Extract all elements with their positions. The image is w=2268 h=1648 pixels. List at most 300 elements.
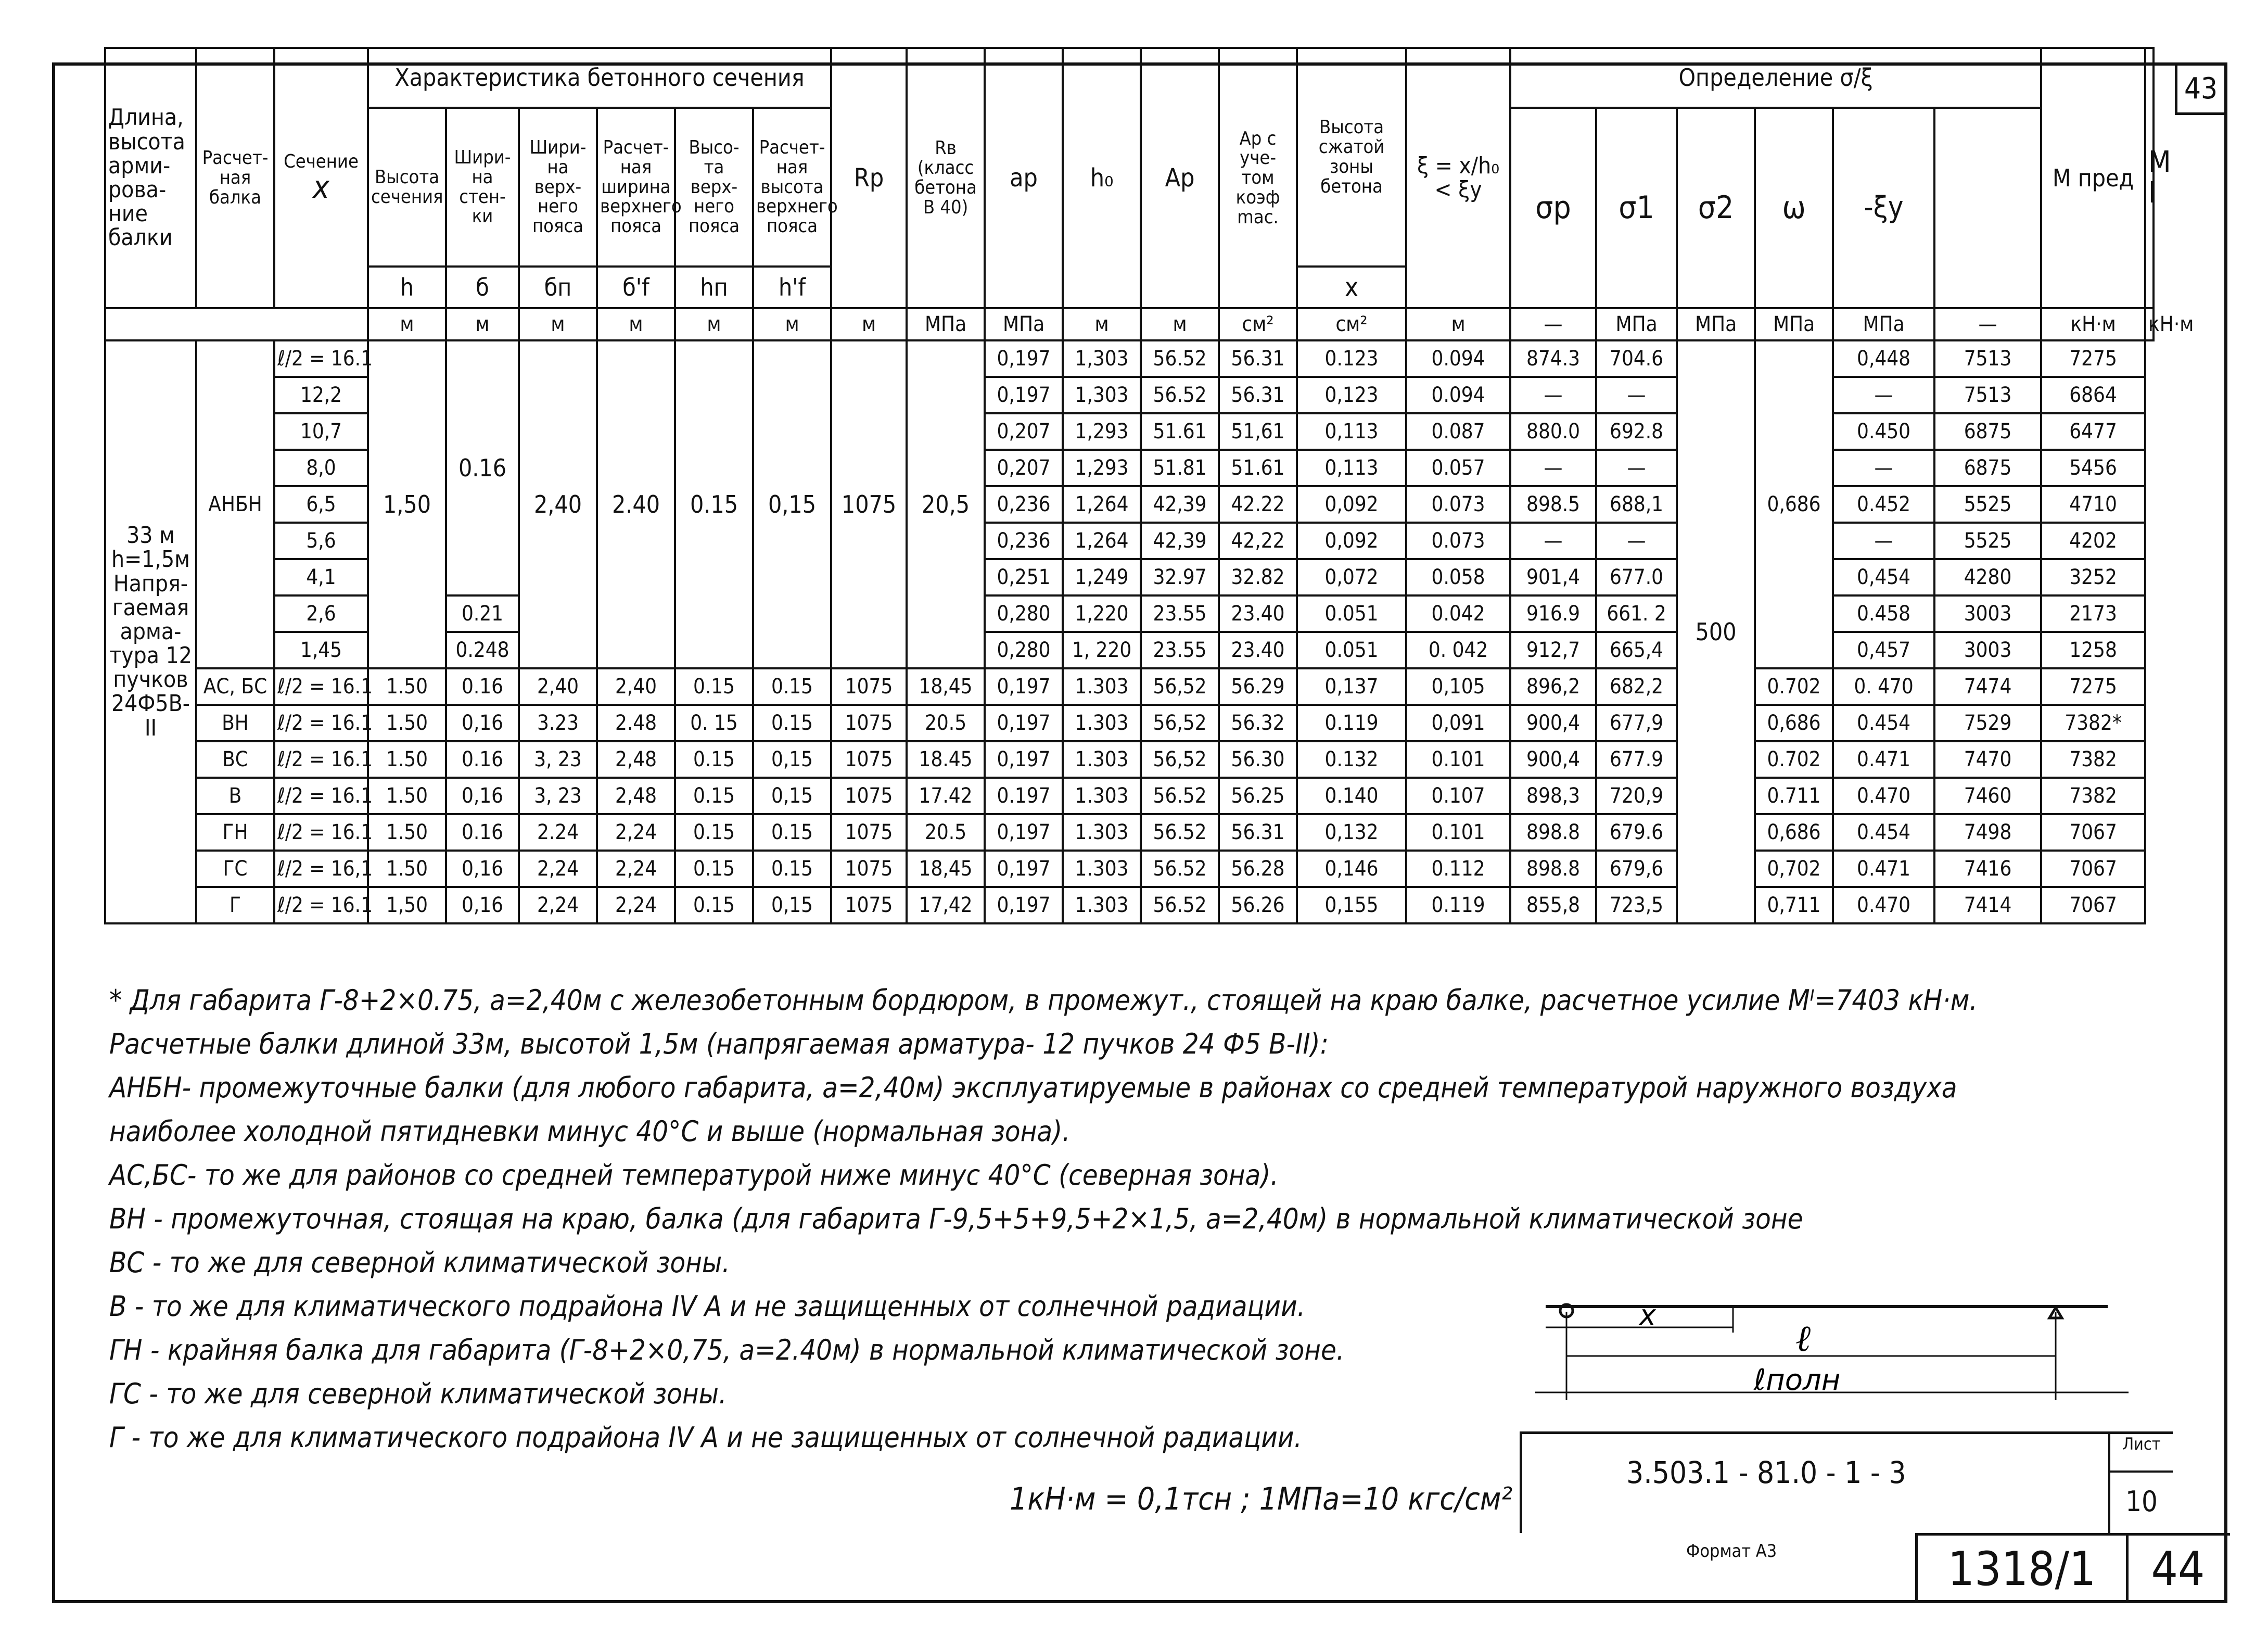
- table-cell: 56.52: [1141, 851, 1219, 887]
- hdr-h: Высота сечения: [368, 108, 446, 267]
- table-cell: 0.112: [1406, 851, 1510, 887]
- table-cell: 51.81: [1141, 450, 1219, 486]
- table-cell: 0.248: [446, 632, 519, 668]
- table-cell: 0,15: [753, 741, 831, 778]
- note-line: В - то же для климатического подрайона IV А и не защищенных от солнечной радиации.: [109, 1290, 1306, 1323]
- table-row: [105, 340, 2154, 377]
- table-row: [105, 705, 2154, 741]
- table-cell: 679.6: [1596, 814, 1677, 851]
- unit-cell: МПа: [1677, 308, 1755, 340]
- sheet-number-top: 43: [2175, 66, 2224, 115]
- table-cell: 7513: [1934, 377, 2041, 413]
- table-cell: 23.40: [1219, 632, 1297, 668]
- table-cell: 3.23: [519, 705, 597, 741]
- table-cell: 1,50: [368, 340, 446, 668]
- table-cell: 692.8: [1596, 413, 1677, 450]
- table-cell: 20.5: [907, 705, 985, 741]
- table-cell: 1, 220: [1063, 632, 1141, 668]
- table-cell: 898.8: [1510, 851, 1596, 887]
- table-cell: 5525: [1934, 486, 2041, 523]
- table-cell: 0.471: [1833, 741, 1934, 778]
- table-cell: 0.21: [446, 595, 519, 632]
- table-cell: 1.303: [1063, 778, 1141, 814]
- table-cell: 0,092: [1297, 486, 1406, 523]
- table-cell: 1,249: [1063, 559, 1141, 595]
- unit-cell: МПа: [1755, 308, 1833, 340]
- unit-cell: м: [1141, 308, 1219, 340]
- table-cell: 32.97: [1141, 559, 1219, 595]
- unit-cell: МПа: [1596, 308, 1677, 340]
- table-cell: 0,280: [985, 595, 1063, 632]
- table-cell: 2,40: [597, 668, 675, 705]
- table-cell: 1,264: [1063, 486, 1141, 523]
- table-cell: 7460: [1934, 778, 2041, 814]
- table-cell: 855,8: [1510, 887, 1596, 923]
- hdr-mpred: M пред: [2041, 48, 2145, 308]
- table-cell: 1.50: [368, 814, 446, 851]
- table-cell: 2,24: [597, 887, 675, 923]
- table-cell: 7529: [1934, 705, 2041, 741]
- table-cell: 665,4: [1596, 632, 1677, 668]
- table-cell: 56.52: [1141, 887, 1219, 923]
- hdr-bn: Шири- на верх- него пояса: [519, 108, 597, 267]
- hdr-b: Шири- на стен- ки: [446, 108, 519, 267]
- table-cell: 6875: [1934, 450, 2041, 486]
- table-cell: 1075: [831, 851, 907, 887]
- note-line: АНБН- промежуточные балки (для любого габарита, а=2,40м) эксплуатируемые в районах со средней температурой наружного воздуха: [109, 1071, 1957, 1104]
- unit-cell: м: [446, 308, 519, 340]
- note-line: * Для габарита Г-8+2×0.75, а=2,40м с железобетонным бордюром, в промежут., стоящей на краю балке, расчетное усилие Mᴵ=7403 кН·м.: [109, 984, 1978, 1017]
- table-cell: 7470: [1934, 741, 2041, 778]
- table-cell: 7414: [1934, 887, 2041, 923]
- table-cell: 1.50: [368, 705, 446, 741]
- table-cell: 5525: [1934, 523, 2041, 559]
- table-cell: 0,702: [1755, 851, 1833, 887]
- table-cell: 0,113: [1297, 413, 1406, 450]
- table-cell: 0,197: [985, 668, 1063, 705]
- table-cell: 0,280: [985, 632, 1063, 668]
- table-cell: 0.107: [1406, 778, 1510, 814]
- table-cell: 56,52: [1141, 668, 1219, 705]
- table-cell: 1.50: [368, 741, 446, 778]
- unit-cell: м: [753, 308, 831, 340]
- table-cell: ГС: [196, 851, 274, 887]
- table-cell: 0,132: [1297, 814, 1406, 851]
- table-cell: 56.32: [1219, 705, 1297, 741]
- table-cell: 0.15: [753, 814, 831, 851]
- table-cell: 0.471: [1833, 851, 1934, 887]
- table-cell: 56.31: [1219, 814, 1297, 851]
- units-blank: [105, 308, 368, 340]
- hdr-xy: -ξy: [1833, 108, 1934, 308]
- table-cell: 1075: [831, 741, 907, 778]
- table-cell: 500: [1677, 340, 1755, 923]
- section-x: 5,6: [274, 523, 368, 559]
- table-cell: 1075: [831, 814, 907, 851]
- unit-cell: МПа: [985, 308, 1063, 340]
- table-cell: 1.50: [368, 778, 446, 814]
- table-cell: 874.3: [1510, 340, 1596, 377]
- table-cell: 1,303: [1063, 340, 1141, 377]
- table-cell: —: [1596, 523, 1677, 559]
- table-cell: 0.711: [1755, 778, 1833, 814]
- section-x: 2,6: [274, 595, 368, 632]
- table-cell: 2173: [2041, 595, 2145, 632]
- unit-cell: см²: [1297, 308, 1406, 340]
- table-cell: 0.132: [1297, 741, 1406, 778]
- table-cell: 0.15: [675, 741, 753, 778]
- table-cell: 677.0: [1596, 559, 1677, 595]
- table-cell: 42,39: [1141, 523, 1219, 559]
- section-x: 6,5: [274, 486, 368, 523]
- table-cell: 1,293: [1063, 450, 1141, 486]
- unit-cell: м: [831, 308, 907, 340]
- diagram-l-label: ℓ: [1795, 1317, 1811, 1360]
- note-line: ГС - то же для северной климатической зоны.: [109, 1377, 727, 1410]
- stamp-sheet-number: 10: [2108, 1470, 2173, 1533]
- table-cell: 2,24: [597, 851, 675, 887]
- table-cell: 4280: [1934, 559, 2041, 595]
- table-cell: 56.25: [1219, 778, 1297, 814]
- table-cell: —: [1596, 450, 1677, 486]
- unit-cell: кН·м: [2041, 308, 2145, 340]
- table-cell: 901,4: [1510, 559, 1596, 595]
- table-cell: 1075: [831, 705, 907, 741]
- unit-cell: м: [675, 308, 753, 340]
- table-cell: 0.15: [675, 851, 753, 887]
- table-cell: 898.5: [1510, 486, 1596, 523]
- table-cell: ℓ/2 = 16.1: [274, 705, 368, 741]
- table-cell: 7067: [2041, 814, 2145, 851]
- unit-cell: —: [1510, 308, 1596, 340]
- table-cell: 56.30: [1219, 741, 1297, 778]
- table-cell: 0.16: [446, 340, 519, 595]
- table-cell: 0.470: [1833, 778, 1934, 814]
- table-cell: Г: [196, 887, 274, 923]
- table-cell: 0.051: [1297, 595, 1406, 632]
- table-cell: 1.303: [1063, 741, 1141, 778]
- table-cell: 42,22: [1219, 523, 1297, 559]
- table-cell: 7382*: [2041, 705, 2145, 741]
- table-cell: 1075: [831, 887, 907, 923]
- table-cell: 0.16: [446, 741, 519, 778]
- table-cell: 0.073: [1406, 486, 1510, 523]
- beam-label: АНБН: [196, 340, 274, 668]
- hdr-ap: ap: [985, 48, 1063, 308]
- table-cell: 7067: [2041, 887, 2145, 923]
- table-cell: 0,092: [1297, 523, 1406, 559]
- hdr-h0: h₀: [1063, 48, 1141, 308]
- table-cell: 0,711: [1755, 887, 1833, 923]
- table-row: [105, 741, 2154, 778]
- table-cell: 18.45: [907, 741, 985, 778]
- table-cell: 0,146: [1297, 851, 1406, 887]
- table-cell: 23.55: [1141, 632, 1219, 668]
- table-cell: 0,686: [1755, 340, 1833, 668]
- table-cell: 0.101: [1406, 814, 1510, 851]
- table-cell: 0,457: [1833, 632, 1934, 668]
- table-cell: 3003: [1934, 632, 2041, 668]
- table-cell: 32.82: [1219, 559, 1297, 595]
- table-cell: 0,155: [1297, 887, 1406, 923]
- table-cell: ℓ/2 = 16.1: [274, 668, 368, 705]
- table-cell: 0,236: [985, 523, 1063, 559]
- hdr-bf-sym: б'f: [597, 267, 675, 308]
- section-x: 4,1: [274, 559, 368, 595]
- table-cell: 896,2: [1510, 668, 1596, 705]
- table-cell: 0,686: [1755, 814, 1833, 851]
- table-cell: 1258: [2041, 632, 2145, 668]
- hdr-def-group: Определение σ/ξ: [1510, 48, 2041, 108]
- table-cell: 56.52: [1141, 340, 1219, 377]
- hdr-beam: Расчет- ная балка: [196, 48, 274, 308]
- section-x: ℓ/2 = 16.1: [274, 340, 368, 377]
- table-cell: 2,40: [519, 668, 597, 705]
- table-cell: 0.042: [1406, 595, 1510, 632]
- table-cell: 677,9: [1596, 705, 1677, 741]
- table-row: [105, 778, 2154, 814]
- table-cell: 0.15: [675, 887, 753, 923]
- table-cell: 682,2: [1596, 668, 1677, 705]
- table-cell: ГН: [196, 814, 274, 851]
- table-cell: 0.057: [1406, 450, 1510, 486]
- table-cell: 56.28: [1219, 851, 1297, 887]
- unit-cell: м: [368, 308, 446, 340]
- unit-cell: МПа: [907, 308, 985, 340]
- table-cell: 51.61: [1141, 413, 1219, 450]
- table-cell: 1.50: [368, 668, 446, 705]
- table-cell: ℓ/2 = 16,1: [274, 851, 368, 887]
- table-cell: 56.31: [1219, 377, 1297, 413]
- hdr-rb: Rв (класс бетона В 40): [907, 48, 985, 308]
- hdr-hf-sym: h'f: [753, 267, 831, 308]
- note-line: ВН - промежуточная, стоящая на краю, балка (для габарита Г-9,5+5+9,5+2×1,5, а=2,40м) в нормальной климатической зоне: [109, 1202, 1803, 1235]
- table-cell: 51.61: [1219, 450, 1297, 486]
- table-cell: 1,220: [1063, 595, 1141, 632]
- table-cell: 880.0: [1510, 413, 1596, 450]
- table-cell: 0,113: [1297, 450, 1406, 486]
- unit-cell: м: [519, 308, 597, 340]
- table-cell: 0.452: [1833, 486, 1934, 523]
- table-cell: 0,105: [1406, 668, 1510, 705]
- unit-cell: МПа: [1833, 308, 1934, 340]
- table-cell: 0.101: [1406, 741, 1510, 778]
- table-cell: 7067: [2041, 851, 2145, 887]
- format-label: Формат А3: [1686, 1541, 1777, 1562]
- table-cell: 704.6: [1596, 340, 1677, 377]
- table-cell: 2,24: [519, 851, 597, 887]
- table-cell: 0.450: [1833, 413, 1934, 450]
- table-cell: 42.22: [1219, 486, 1297, 523]
- table-cell: 7416: [1934, 851, 2041, 887]
- table-cell: 0.702: [1755, 741, 1833, 778]
- table-cell: 6864: [2041, 377, 2145, 413]
- table-cell: 916.9: [1510, 595, 1596, 632]
- table-cell: 0.094: [1406, 377, 1510, 413]
- album-box: [1915, 1533, 2230, 1603]
- hdr-bf: Расчет- ная ширина верхнего пояса: [597, 108, 675, 267]
- hdr-hf: Расчет- ная высота верхнего пояса: [753, 108, 831, 267]
- table-cell: 900,4: [1510, 741, 1596, 778]
- section-x: 8,0: [274, 450, 368, 486]
- table-cell: 0,197: [985, 814, 1063, 851]
- table-cell: 56,52: [1141, 705, 1219, 741]
- hdr-sp: σp: [1510, 108, 1596, 308]
- table-cell: 723,5: [1596, 887, 1677, 923]
- units-row: [105, 308, 2154, 340]
- table-cell: 0,16: [446, 851, 519, 887]
- table-cell: 900,4: [1510, 705, 1596, 741]
- table-cell: 5456: [2041, 450, 2145, 486]
- hdr-m1: M I: [2145, 48, 2154, 308]
- table-row: [105, 814, 2154, 851]
- table-cell: —: [1833, 377, 1934, 413]
- table-cell: 0.15: [753, 705, 831, 741]
- table-cell: 0. 15: [675, 705, 753, 741]
- hdr-Ap: Ap: [1141, 48, 1219, 308]
- table-cell: 7275: [2041, 340, 2145, 377]
- table-cell: 0,197: [985, 377, 1063, 413]
- table-cell: 2,24: [519, 887, 597, 923]
- hdr-w: ω: [1755, 108, 1833, 308]
- unit-cell: м: [1406, 308, 1510, 340]
- table-cell: 7382: [2041, 741, 2145, 778]
- table-cell: 0. 470: [1833, 668, 1934, 705]
- unit-cell: м: [597, 308, 675, 340]
- table-cell: 7275: [2041, 668, 2145, 705]
- hdr-xi: ξ = x/h₀ < ξy: [1406, 48, 1510, 308]
- hdr-hn: Высо- та верх- него пояса: [675, 108, 753, 267]
- hdr-hn-sym: hп: [675, 267, 753, 308]
- table-cell: 17,42: [907, 887, 985, 923]
- table-cell: 7498: [1934, 814, 2041, 851]
- table-row: [105, 851, 2154, 887]
- table-cell: 688,1: [1596, 486, 1677, 523]
- table-cell: 1,293: [1063, 413, 1141, 450]
- table-cell: 2.24: [519, 814, 597, 851]
- table-cell: 1.303: [1063, 814, 1141, 851]
- table-cell: 0,236: [985, 486, 1063, 523]
- table-cell: 51,61: [1219, 413, 1297, 450]
- table-cell: 3, 23: [519, 778, 597, 814]
- table-cell: 0.16: [446, 668, 519, 705]
- table-cell: 4202: [2041, 523, 2145, 559]
- table-cell: 56.31: [1219, 340, 1297, 377]
- table-cell: 0,15: [753, 778, 831, 814]
- title-stamp: [1520, 1431, 2173, 1533]
- table-cell: 0.15: [753, 851, 831, 887]
- table-cell: 0,197: [985, 887, 1063, 923]
- table-cell: 1.303: [1063, 705, 1141, 741]
- table-cell: 1,303: [1063, 377, 1141, 413]
- table-cell: 1.50: [368, 851, 446, 887]
- table-cell: 0,15: [753, 887, 831, 923]
- table-cell: 0.15: [675, 340, 753, 668]
- table-cell: 1.303: [1063, 887, 1141, 923]
- table-cell: 0,448: [1833, 340, 1934, 377]
- hdr-x-sym: x: [1297, 267, 1406, 308]
- hdr-Ap2: Ap с уче- том коэф mac.: [1219, 48, 1297, 308]
- stamp-code: 3.503.1 - 81.0 - 1 - 3: [1626, 1455, 1906, 1490]
- table-cell: 0,197: [985, 705, 1063, 741]
- table-cell: 17.42: [907, 778, 985, 814]
- table-cell: 7513: [1934, 340, 2041, 377]
- note-line: АС,БС- то же для районов со средней температурой ниже минус 40°С (северная зона).: [109, 1159, 1279, 1191]
- table-cell: 0,207: [985, 450, 1063, 486]
- table-cell: 0,251: [985, 559, 1063, 595]
- table-cell: —: [1833, 523, 1934, 559]
- table-cell: 912,7: [1510, 632, 1596, 668]
- table-cell: 0,454: [1833, 559, 1934, 595]
- table-cell: 0.470: [1833, 887, 1934, 923]
- table-cell: 3252: [2041, 559, 2145, 595]
- table-cell: 0.140: [1297, 778, 1406, 814]
- hdr-xc: Высота сжатой зоны бетона: [1297, 48, 1406, 267]
- section-x: 1,45: [274, 632, 368, 668]
- table-row: [105, 668, 2154, 705]
- table-cell: 1.303: [1063, 668, 1141, 705]
- table-cell: 0.087: [1406, 413, 1510, 450]
- table-cell: 0,072: [1297, 559, 1406, 595]
- table-cell: 20.5: [907, 814, 985, 851]
- table-cell: 3, 23: [519, 741, 597, 778]
- table-cell: ℓ/2 = 16.1: [274, 778, 368, 814]
- hdr-h-sym: h: [368, 267, 446, 308]
- table-cell: 3003: [1934, 595, 2041, 632]
- table-cell: 7382: [2041, 778, 2145, 814]
- hdr-length: Длина, высота арми- рова- ние балки: [105, 48, 196, 308]
- section-x: 10,7: [274, 413, 368, 450]
- table-cell: 4710: [2041, 486, 2145, 523]
- hdr-section: Сечение x: [274, 48, 368, 308]
- table-cell: ВС: [196, 741, 274, 778]
- table-cell: 0,207: [985, 413, 1063, 450]
- table-cell: 0,16: [446, 887, 519, 923]
- note-line: Расчетные балки длиной 33м, высотой 1,5м (напрягаемая арматура- 12 пучков 24 Ф5 В-II):: [109, 1028, 1329, 1060]
- unit-cell: м: [1063, 308, 1141, 340]
- table-cell: 23.55: [1141, 595, 1219, 632]
- table-cell: 56.52: [1141, 814, 1219, 851]
- table-cell: 56,52: [1141, 741, 1219, 778]
- table-cell: 1075: [831, 668, 907, 705]
- table-cell: 0.458: [1833, 595, 1934, 632]
- table-cell: 898.8: [1510, 814, 1596, 851]
- table-cell: 0.119: [1406, 887, 1510, 923]
- hdr-rp: Rр: [831, 48, 907, 308]
- table-cell: АС, БС: [196, 668, 274, 705]
- table-cell: 0,16: [446, 778, 519, 814]
- table-cell: 2,48: [597, 778, 675, 814]
- table-cell: 0.123: [1297, 340, 1406, 377]
- table-cell: 661. 2: [1596, 595, 1677, 632]
- table-cell: 0.051: [1297, 632, 1406, 668]
- table-cell: 2.40: [597, 340, 675, 668]
- table-cell: 56.52: [1141, 377, 1219, 413]
- table-cell: 0,197: [985, 851, 1063, 887]
- table-cell: 0.094: [1406, 340, 1510, 377]
- stamp-sheet-label: Лист: [2108, 1434, 2173, 1473]
- table-cell: 1075: [831, 778, 907, 814]
- table-cell: 720,9: [1596, 778, 1677, 814]
- table-cell: 18,45: [907, 668, 985, 705]
- table-cell: 898,3: [1510, 778, 1596, 814]
- group-label: 33 м h=1,5м Напря- гаемая арма- тура 12 пучков 24Ф5В-II: [105, 340, 196, 923]
- table-cell: ℓ/2 = 16.1: [274, 814, 368, 851]
- table-cell: 6875: [1934, 413, 2041, 450]
- diagram-x-label: x: [1639, 1299, 1656, 1332]
- hdr-s1: σ1: [1596, 108, 1677, 308]
- table-cell: 0,15: [753, 340, 831, 668]
